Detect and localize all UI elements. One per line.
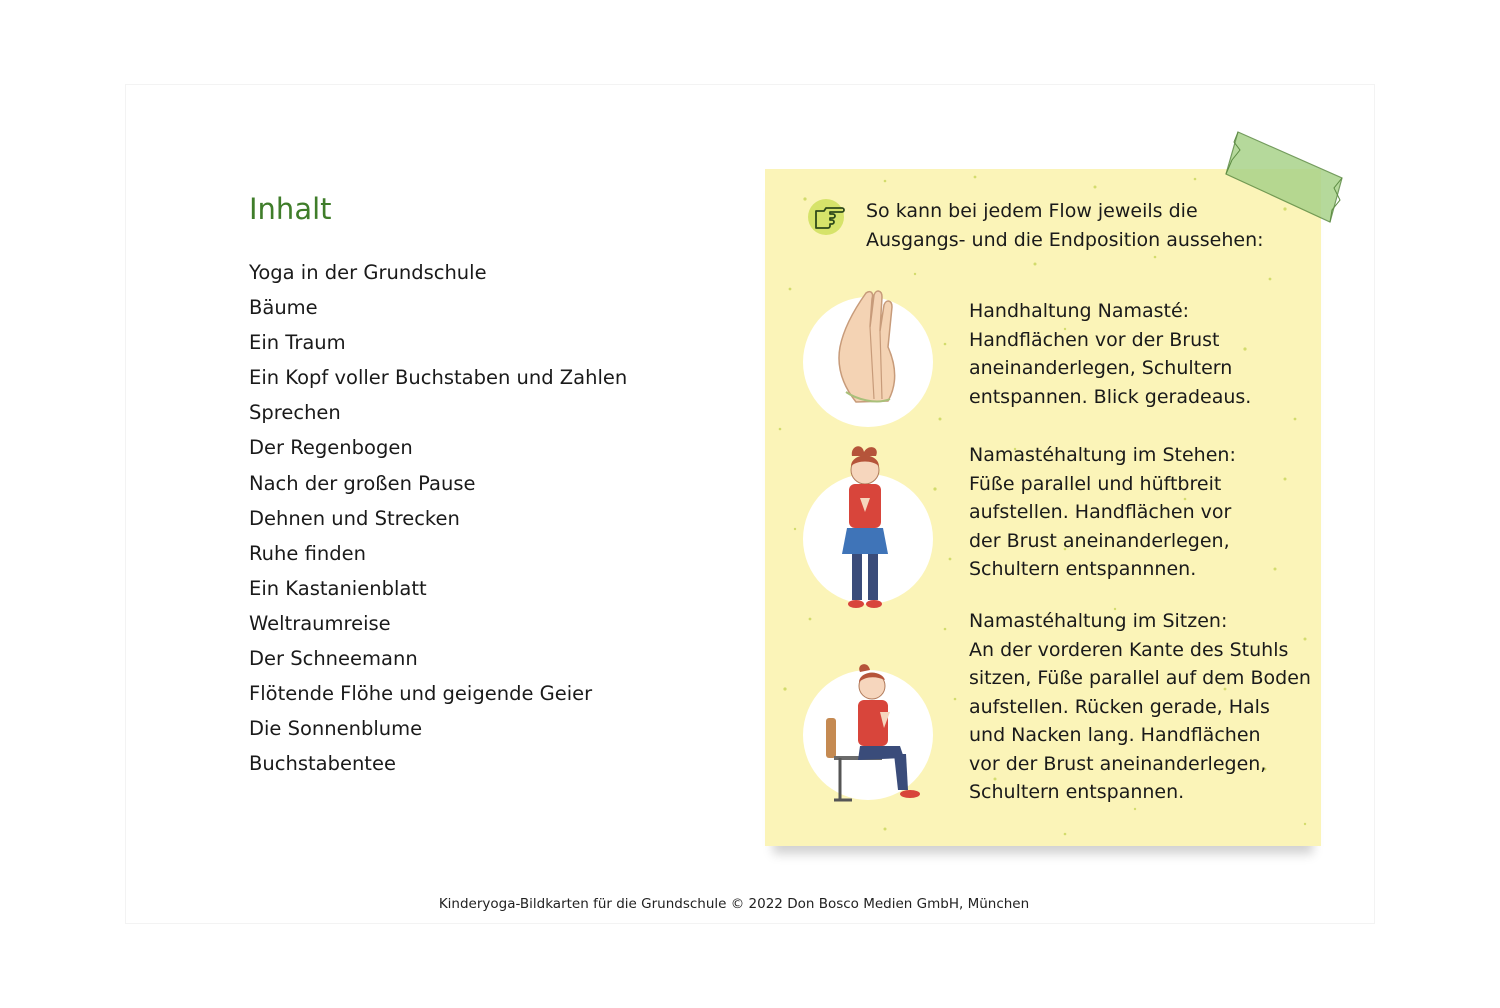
copyright-footer bbox=[0, 896, 1500, 912]
toc-item: Der Regenbogen bbox=[249, 436, 413, 460]
toc-list bbox=[249, 258, 627, 784]
step-text bbox=[969, 441, 1299, 584]
step-line: Füße parallel und hüftbreit bbox=[969, 472, 1222, 495]
toc-item: Flötende Flöhe und geigende Geier bbox=[249, 682, 593, 706]
toc-item: Bäume bbox=[249, 296, 318, 320]
toc-item: Ruhe finden bbox=[249, 541, 366, 565]
step-line: Handflächen vor der Brust bbox=[969, 328, 1220, 351]
step-text bbox=[969, 607, 1311, 807]
copyright-text: Kinderyoga-Bildkarten für die Grundschule © 2022 Don Bosco Medien GmbH, München bbox=[438, 896, 1030, 912]
step-line: der Brust aneinanderlegen, bbox=[969, 529, 1230, 552]
pointing-hand-icon bbox=[806, 197, 850, 237]
step-line: sitzen, Füße parallel auf dem Boden bbox=[969, 667, 1311, 689]
intro-line: So kann bei jedem Flow jeweils die bbox=[866, 200, 1198, 222]
step-line: Namastéhaltung im Sitzen: bbox=[969, 610, 1228, 632]
namaste-hands-illustration bbox=[826, 287, 916, 415]
toc-item: Nach der großen Pause bbox=[249, 471, 476, 495]
sitting-child-illustration bbox=[822, 662, 934, 804]
step-text bbox=[969, 297, 1299, 411]
step-line: aneinanderlegen, Schultern bbox=[969, 357, 1233, 379]
toc-item: Ein Kopf voller Buchstaben und Zahlen bbox=[249, 366, 628, 390]
intro-text bbox=[866, 197, 1286, 254]
step-line: Handhaltung Namasté: bbox=[969, 300, 1190, 322]
step-line: und Nacken lang. Handflächen bbox=[969, 724, 1261, 746]
step-line: Namastéhaltung im Stehen: bbox=[969, 444, 1236, 466]
toc-item: Sprechen bbox=[249, 401, 341, 425]
toc-item: Der Schneemann bbox=[249, 647, 418, 671]
toc-item: Ein Kastanienblatt bbox=[249, 576, 427, 600]
step-line: entspannen. Blick geradeaus. bbox=[969, 385, 1252, 408]
toc-item: Yoga in der Grundschule bbox=[249, 261, 487, 284]
toc-item: Die Sonnenblume bbox=[249, 717, 423, 741]
step-line: Schultern entspannnen. bbox=[969, 558, 1197, 580]
toc-item: Ein Traum bbox=[249, 331, 346, 355]
standing-child-illustration bbox=[832, 444, 906, 616]
step-line: aufstellen. Rücken gerade, Hals bbox=[969, 695, 1270, 718]
toc-item: Weltraumreise bbox=[249, 611, 391, 635]
step-line: aufstellen. Handflächen vor bbox=[969, 501, 1232, 523]
step-line: An der vorderen Kante des Stuhls bbox=[969, 638, 1289, 661]
step-line: Schultern entspannen. bbox=[969, 781, 1185, 803]
toc-title: Inhalt bbox=[249, 192, 332, 226]
toc-item: Dehnen und Strecken bbox=[249, 506, 460, 530]
intro-line: Ausgangs- und die Endposition aussehen: bbox=[866, 228, 1264, 251]
step-line: vor der Brust aneinanderlegen, bbox=[969, 752, 1267, 775]
toc-item: Buchstabentee bbox=[249, 752, 396, 776]
